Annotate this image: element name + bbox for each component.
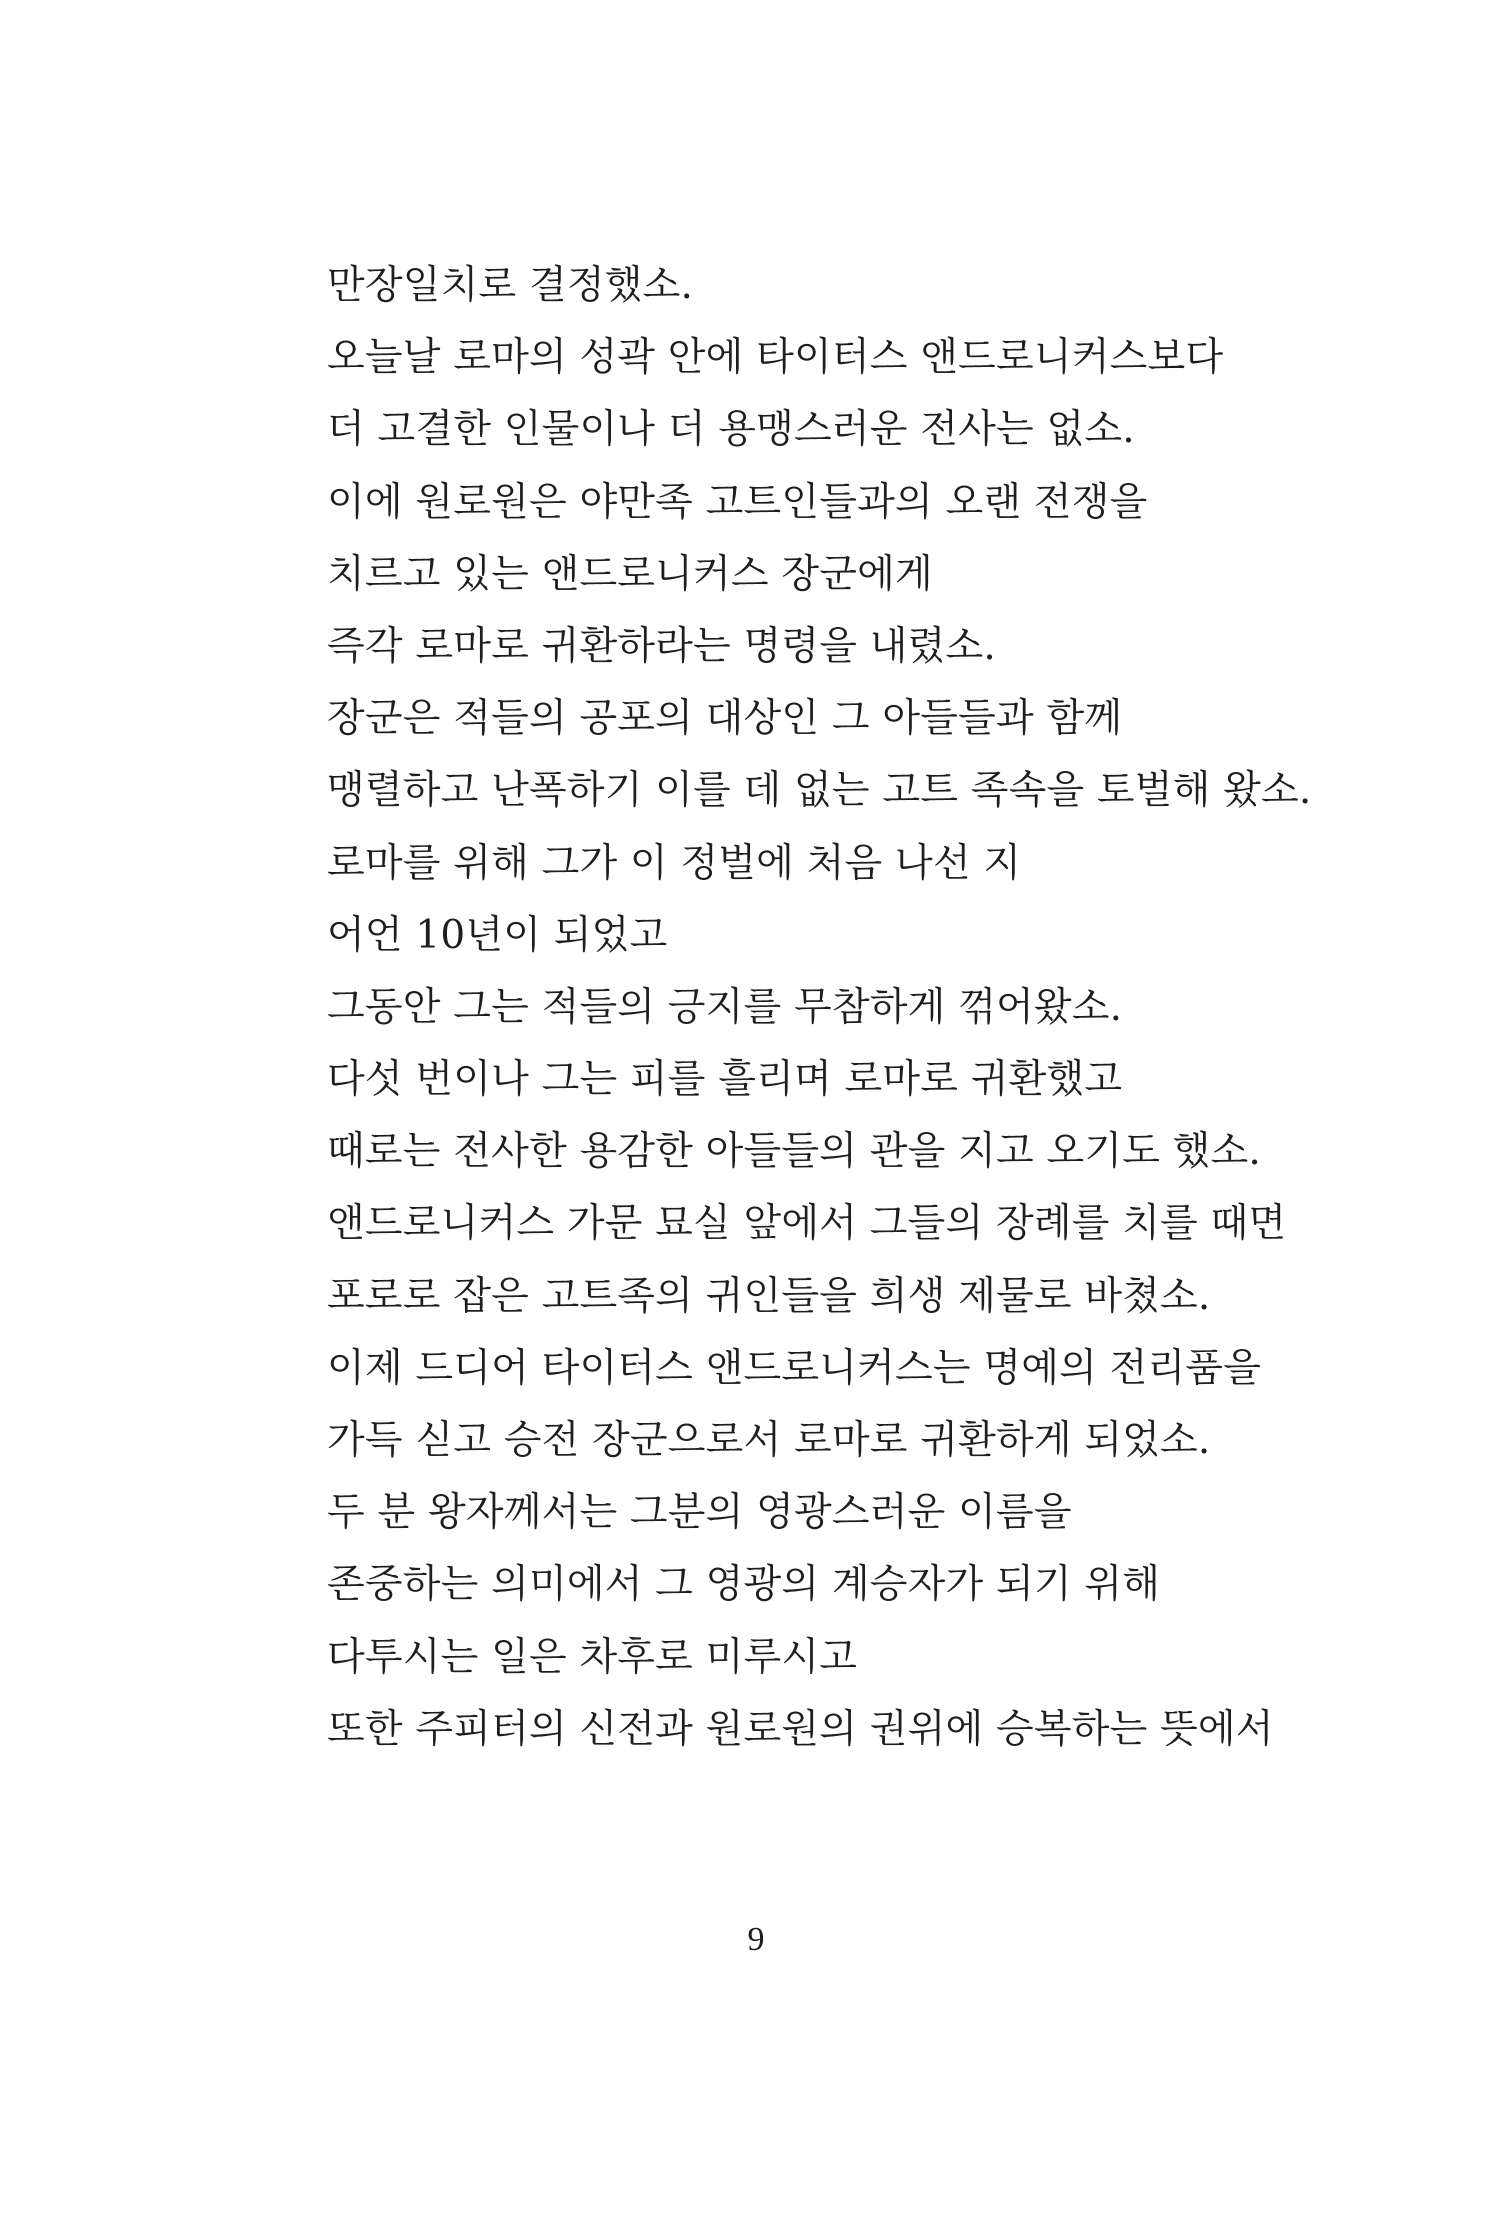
text-line: 이제 드디어 타이터스 앤드로니커스는 명예의 전리품을 <box>327 1345 1262 1391</box>
verse-text <box>327 250 1477 1766</box>
text-line: 앤드로니커스 가문 묘실 앞에서 그들의 장례를 치를 때면 <box>327 1201 1287 1247</box>
text-line: 때로는 전사한 용감한 아들들의 관을 지고 오기도 했소. <box>327 1129 1262 1175</box>
text-line: 더 고결한 인물이나 더 용맹스러운 전사는 없소. <box>327 407 1135 453</box>
text-line: 두 분 왕자께서는 그분의 영광스러운 이름을 <box>327 1490 1072 1536</box>
text-line: 치르고 있는 앤드로니커스 장군에게 <box>327 551 933 597</box>
text-line: 다섯 번이나 그는 피를 흘리며 로마로 귀환했고 <box>327 1057 1123 1103</box>
text-line: 즉각 로마로 귀환하라는 명령을 내렸소. <box>327 623 996 669</box>
text-line: 맹렬하고 난폭하기 이를 데 없는 고트 족속을 토벌해 왔소. <box>327 768 1312 814</box>
text-line: 장군은 적들의 공포의 대상인 그 아들들과 함께 <box>327 696 1123 742</box>
text-line: 로마를 위해 그가 이 정벌에 처음 나선 지 <box>327 840 1022 886</box>
text-line: 만장일치로 결정했소. <box>327 263 694 308</box>
text-line: 어언 10년이 되었고 <box>327 912 668 958</box>
text-line: 다투시는 일은 차후로 미루시고 <box>327 1634 858 1680</box>
text-line: 이에 원로원은 야만족 고트인들과의 오랜 전쟁을 <box>327 479 1148 525</box>
text-line: 포로로 잡은 고트족의 귀인들을 희생 제물로 바쳤소. <box>327 1273 1211 1319</box>
page-number: 9 <box>747 1921 765 1958</box>
text-line: 또한 주피터의 신전과 원로원의 권위에 승복하는 뜻에서 <box>327 1706 1274 1752</box>
text-line: 가득 싣고 승전 장군으로서 로마로 귀환하게 되었소. <box>327 1418 1211 1463</box>
text-line: 존중하는 의미에서 그 영광의 계승자가 되기 위해 <box>327 1562 1161 1608</box>
text-line: 오늘날 로마의 성곽 안에 타이터스 앤드로니커스보다 <box>327 335 1224 381</box>
text-line: 그동안 그는 적들의 긍지를 무참하게 꺾어왔소. <box>327 984 1123 1030</box>
